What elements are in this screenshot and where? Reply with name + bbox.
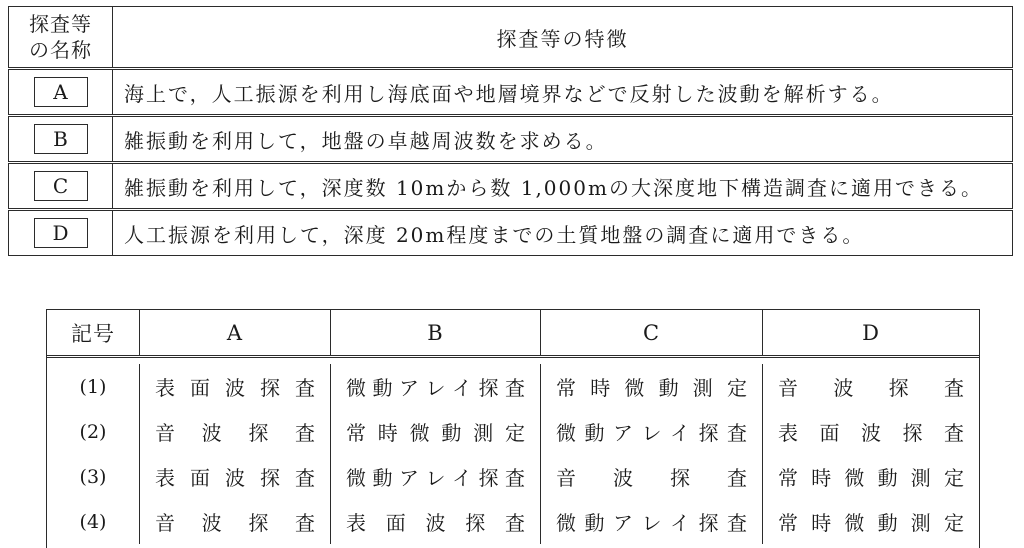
option-1-a-text: 表 面 波 探 査 xyxy=(155,376,315,400)
option-4-b-text: 表 面 波 探 査 xyxy=(346,511,525,535)
label-box-b: B xyxy=(34,124,88,154)
description-c: 雑振動を利用して，深度数 10mから数 1,000mの大深度地下構造調査に適用できる。 xyxy=(124,175,983,200)
option-3-b xyxy=(331,454,541,499)
option-1-d xyxy=(763,364,979,409)
option-4-a xyxy=(140,499,331,544)
survey-characteristics-table xyxy=(8,6,1013,256)
option-1-c-text: 常 時 微 動 測 定 xyxy=(556,376,747,400)
option-number-1-label: (1) xyxy=(79,375,107,398)
option-1-b-text: 微 動 ア レ イ 探 査 xyxy=(346,376,525,400)
option-1-a xyxy=(140,364,331,409)
header-name-line1: 探査等 xyxy=(29,12,92,36)
header-name-line2: の名称 xyxy=(29,38,92,62)
option-1-c xyxy=(541,364,763,409)
option-1-b xyxy=(331,364,541,409)
table1-row-a-desc-cell xyxy=(113,70,1012,114)
table1-header-name xyxy=(9,7,113,67)
description-d: 人工振源を利用して，深度 20m程度までの土質地盤の調査に適用できる。 xyxy=(124,222,865,247)
table2-header-row xyxy=(47,310,979,356)
table1-row-c xyxy=(8,163,1013,209)
table2-header-symbol: 記号 xyxy=(47,310,140,355)
option-2-c-text: 微 動 ア レ イ 探 査 xyxy=(556,421,747,445)
option-number-4-label: (4) xyxy=(79,510,107,533)
option-number-2 xyxy=(47,409,140,454)
option-2-a xyxy=(140,409,331,454)
option-1-d-text: 音 波 探 査 xyxy=(778,376,964,400)
table2-body xyxy=(47,357,979,548)
option-2-d-text: 表 面 波 探 査 xyxy=(778,421,964,445)
table2-header-c: C xyxy=(541,310,763,355)
option-4-c-text: 微 動 ア レ イ 探 査 xyxy=(556,511,747,535)
option-number-3 xyxy=(47,454,140,499)
table2-row-1 xyxy=(47,364,979,409)
option-4-d xyxy=(763,499,979,544)
table1-row-c-desc-cell xyxy=(113,164,1012,208)
header-features-label: 探査等の特徴 xyxy=(496,26,629,51)
table2-header-b: B xyxy=(331,310,541,355)
option-3-d xyxy=(763,454,979,499)
table1-row-b-label-cell xyxy=(9,117,113,161)
option-2-b-text: 常 時 微 動 測 定 xyxy=(346,421,525,445)
table2-row-3 xyxy=(47,454,979,499)
option-2-a-text: 音 波 探 査 xyxy=(155,421,315,445)
option-4-c xyxy=(541,499,763,544)
option-3-a-text: 表 面 波 探 査 xyxy=(155,466,315,490)
option-3-a xyxy=(140,454,331,499)
table2-header-a: A xyxy=(140,310,331,355)
description-b: 雑振動を利用して，地盤の卓越周波数を求める。 xyxy=(124,128,608,153)
table1-header-row xyxy=(8,6,1013,68)
table2-row-2 xyxy=(47,409,979,454)
table1-row-a xyxy=(8,69,1013,115)
option-3-c xyxy=(541,454,763,499)
option-2-c xyxy=(541,409,763,454)
description-a: 海上で，人工振源を利用し海底面や地層境界などで反射した波動を解析する。 xyxy=(124,81,894,106)
answer-options-table xyxy=(46,309,980,548)
table1-row-b xyxy=(8,116,1013,162)
option-4-d-text: 常 時 微 動 測 定 xyxy=(778,511,964,535)
table1-row-b-desc-cell xyxy=(113,117,1012,161)
label-box-d: D xyxy=(34,218,88,248)
table1-row-d-label-cell xyxy=(9,211,113,255)
table1-header-features xyxy=(113,7,1012,67)
option-2-b xyxy=(331,409,541,454)
option-number-4 xyxy=(47,499,140,544)
option-number-2-label: (2) xyxy=(79,420,107,443)
option-number-3-label: (3) xyxy=(79,465,107,488)
option-2-d xyxy=(763,409,979,454)
table1-row-c-label-cell xyxy=(9,164,113,208)
table1-row-d xyxy=(8,210,1013,256)
option-3-c-text: 音 波 探 査 xyxy=(556,466,747,490)
option-4-b xyxy=(331,499,541,544)
table2-row-4 xyxy=(47,499,979,544)
table1-row-a-label-cell xyxy=(9,70,113,114)
label-box-a: A xyxy=(34,77,88,107)
option-4-a-text: 音 波 探 査 xyxy=(155,511,315,535)
table1-row-d-desc-cell xyxy=(113,211,1012,255)
label-box-c: C xyxy=(34,171,88,201)
table2-header-d: D xyxy=(862,320,880,345)
option-3-b-text: 微 動 ア レ イ 探 査 xyxy=(346,466,525,490)
option-number-1 xyxy=(47,364,140,409)
option-3-d-text: 常 時 微 動 測 定 xyxy=(778,466,964,490)
